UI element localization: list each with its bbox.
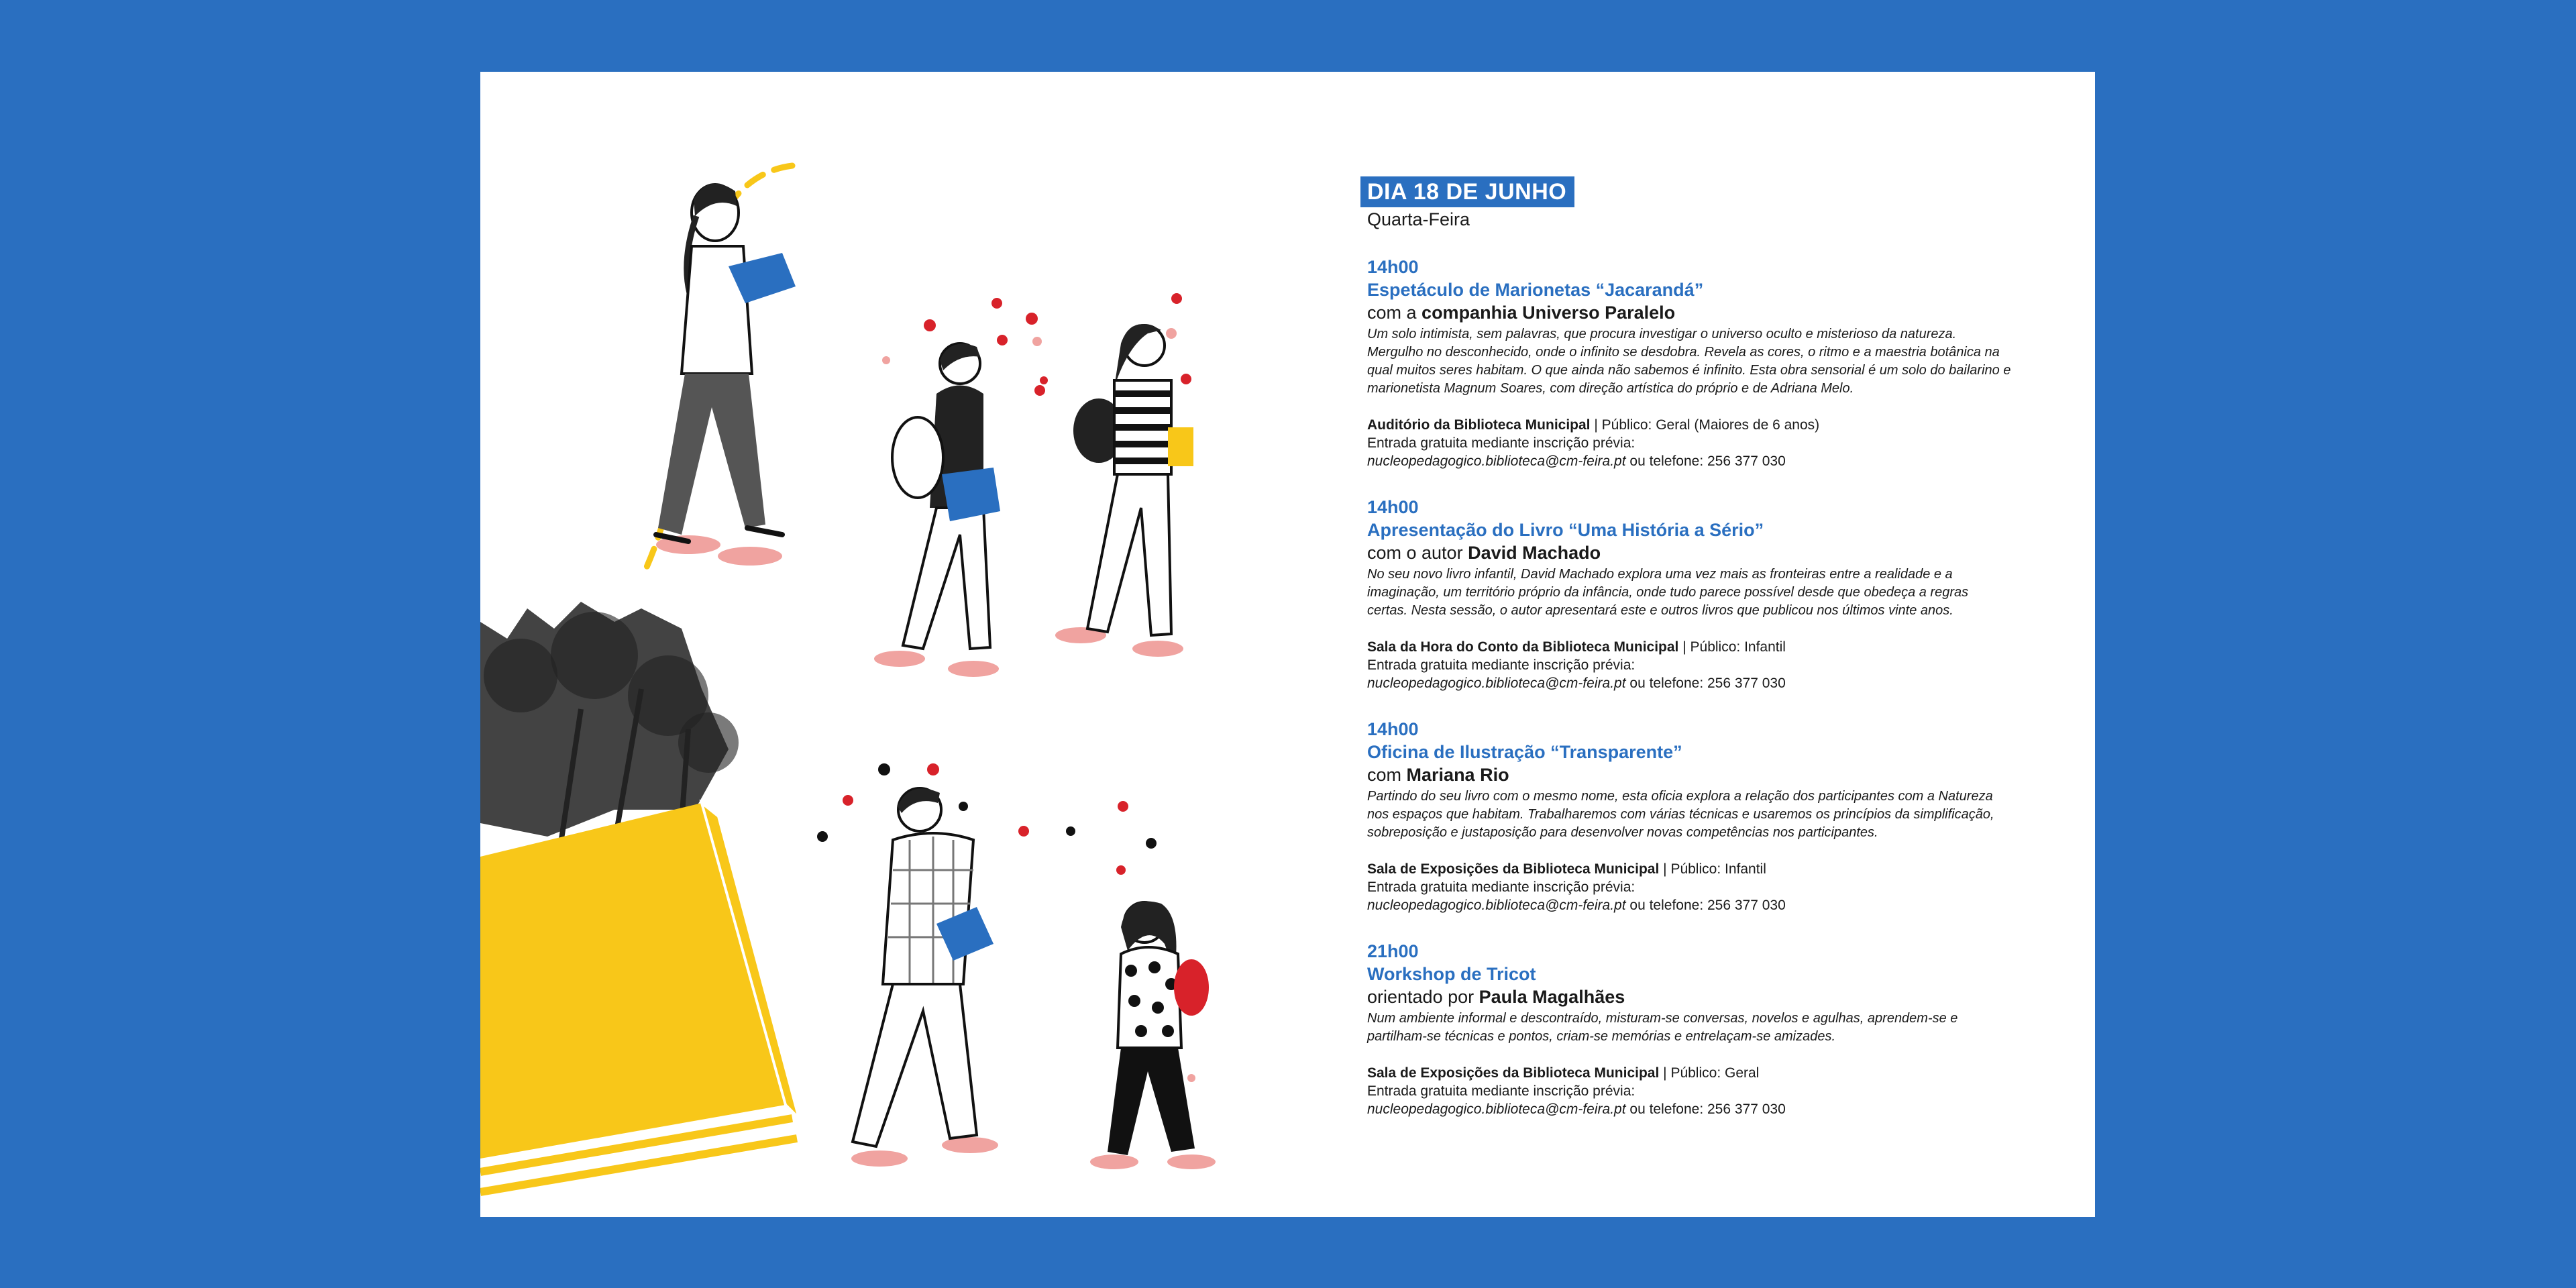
event-item	[1367, 940, 2031, 1118]
event-time: 14h00	[1367, 257, 1419, 277]
event-info	[1367, 1064, 2031, 1118]
event-host	[1367, 763, 2031, 786]
event-phone: ou telefone: 256 377 030	[1629, 676, 1786, 691]
girl-striped-top-illustration	[1055, 324, 1193, 657]
program-sheet	[480, 72, 2095, 1217]
event-title: Workshop de Tricot	[1367, 964, 1536, 984]
event-email-link[interactable]: nucleopedagogico.biblioteca@cm-feira.pt	[1367, 1102, 1626, 1117]
event-host	[1367, 985, 2031, 1008]
event-venue: Sala da Hora do Conto da Biblioteca Municipal	[1367, 639, 1679, 655]
illustration-panel	[480, 72, 1352, 1217]
event-time: 14h00	[1367, 719, 1419, 739]
girl-polka-dots-illustration	[1090, 902, 1216, 1169]
event-time: 14h00	[1367, 497, 1419, 517]
event-time: 21h00	[1367, 941, 1419, 961]
date-badge: DIA 18 DE JUNHO	[1360, 176, 1574, 207]
event-entry-note: Entrada gratuita mediante inscrição prévia:	[1367, 435, 1635, 451]
event-entry-note: Entrada gratuita mediante inscrição prévia:	[1367, 879, 1635, 895]
event-description: No seu novo livro infantil, David Machado explora uma vez mais as fronteiras entre a realidade e a imaginação, um território próprio da infância, onde tudo parece possível desde que obedeça a regras certas. Nesta sessão, o autor apresentará este e outros livros que publicou nos últimos vinte anos.	[1367, 567, 1969, 618]
event-info	[1367, 638, 2031, 692]
event-host-name: companhia Universo Paralelo	[1421, 303, 1676, 323]
event-audience: | Público: Geral	[1663, 1065, 1760, 1081]
boy-with-backpack-illustration	[874, 343, 1000, 677]
event-host	[1367, 541, 2031, 564]
event-description: Num ambiente informal e descontraído, misturam-se conversas, novelos e agulhas, aprendem-se e partilham-se técnicas e pontos, criam-se memórias e entrelaçam-se amizades.	[1367, 1011, 1958, 1044]
event-host	[1367, 301, 2031, 324]
event-phone: ou telefone: 256 377 030	[1629, 453, 1786, 469]
event-venue: Sala de Exposições da Biblioteca Municipal	[1367, 861, 1660, 877]
event-title: Apresentação do Livro “Uma História a Sério”	[1367, 520, 1764, 540]
event-venue: Sala de Exposições da Biblioteca Municipal	[1367, 1065, 1660, 1081]
event-email-link[interactable]: nucleopedagogico.biblioteca@cm-feira.pt	[1367, 453, 1626, 469]
man-checked-shirt-illustration	[851, 788, 998, 1167]
event-host-prefix: com	[1367, 765, 1402, 785]
event-venue: Auditório da Biblioteca Municipal	[1367, 417, 1591, 433]
event-item	[1367, 256, 2031, 470]
event-host-prefix: orientado por	[1367, 987, 1474, 1007]
event-audience: | Público: Geral (Maiores de 6 anos)	[1594, 417, 1820, 433]
event-entry-note: Entrada gratuita mediante inscrição prévia:	[1367, 1083, 1635, 1099]
event-item	[1367, 496, 2031, 692]
event-host-name: Paula Magalhães	[1479, 987, 1625, 1007]
event-audience: | Público: Infantil	[1663, 861, 1766, 877]
program-content	[1360, 176, 2031, 1118]
event-host-name: Mariana Rio	[1406, 765, 1509, 785]
yellow-book-illustration	[480, 803, 799, 1192]
event-title: Oficina de Ilustração “Transparente”	[1367, 742, 1682, 762]
event-info	[1367, 416, 2031, 470]
event-host-prefix: com a	[1367, 303, 1417, 323]
weekday-label: Quarta-Feira	[1367, 209, 1470, 229]
event-entry-note: Entrada gratuita mediante inscrição prévia:	[1367, 657, 1635, 673]
event-phone: ou telefone: 256 377 030	[1629, 898, 1786, 913]
event-description: Um solo intimista, sem palavras, que procura investigar o universo oculto e misterioso da natureza. Mergulho no desconhecido, onde o infinito se desdobra. Revela as cores, o ritmo e a maestria botânica na qual muitos seres habitam. O que ainda não sabemos é infinito. Esta obra sensorial é um solo do bailarino e marionetista Magnum Soares, com direção artística do próprio e de Adriana Melo.	[1367, 327, 2011, 396]
event-info	[1367, 860, 2031, 914]
event-email-link[interactable]: nucleopedagogico.biblioteca@cm-feira.pt	[1367, 898, 1626, 913]
event-host-prefix: com o autor	[1367, 543, 1463, 563]
event-title: Espetáculo de Marionetas “Jacarandá”	[1367, 280, 1704, 300]
event-email-link[interactable]: nucleopedagogico.biblioteca@cm-feira.pt	[1367, 676, 1626, 691]
event-item	[1367, 718, 2031, 914]
reading-girl-illustration	[656, 183, 796, 566]
event-audience: | Público: Infantil	[1682, 639, 1786, 655]
event-description: Partindo do seu livro com o mesmo nome, esta oficia explora a relação dos participantes com a Natureza nos espaços que habitam. Trabalharemos com várias técnicas e usaremos os princípios da simplificação, sobreposição e justaposição para desenvolver novas competências nos participantes.	[1367, 789, 1994, 840]
event-host-name: David Machado	[1468, 543, 1601, 563]
event-phone: ou telefone: 256 377 030	[1629, 1102, 1786, 1117]
